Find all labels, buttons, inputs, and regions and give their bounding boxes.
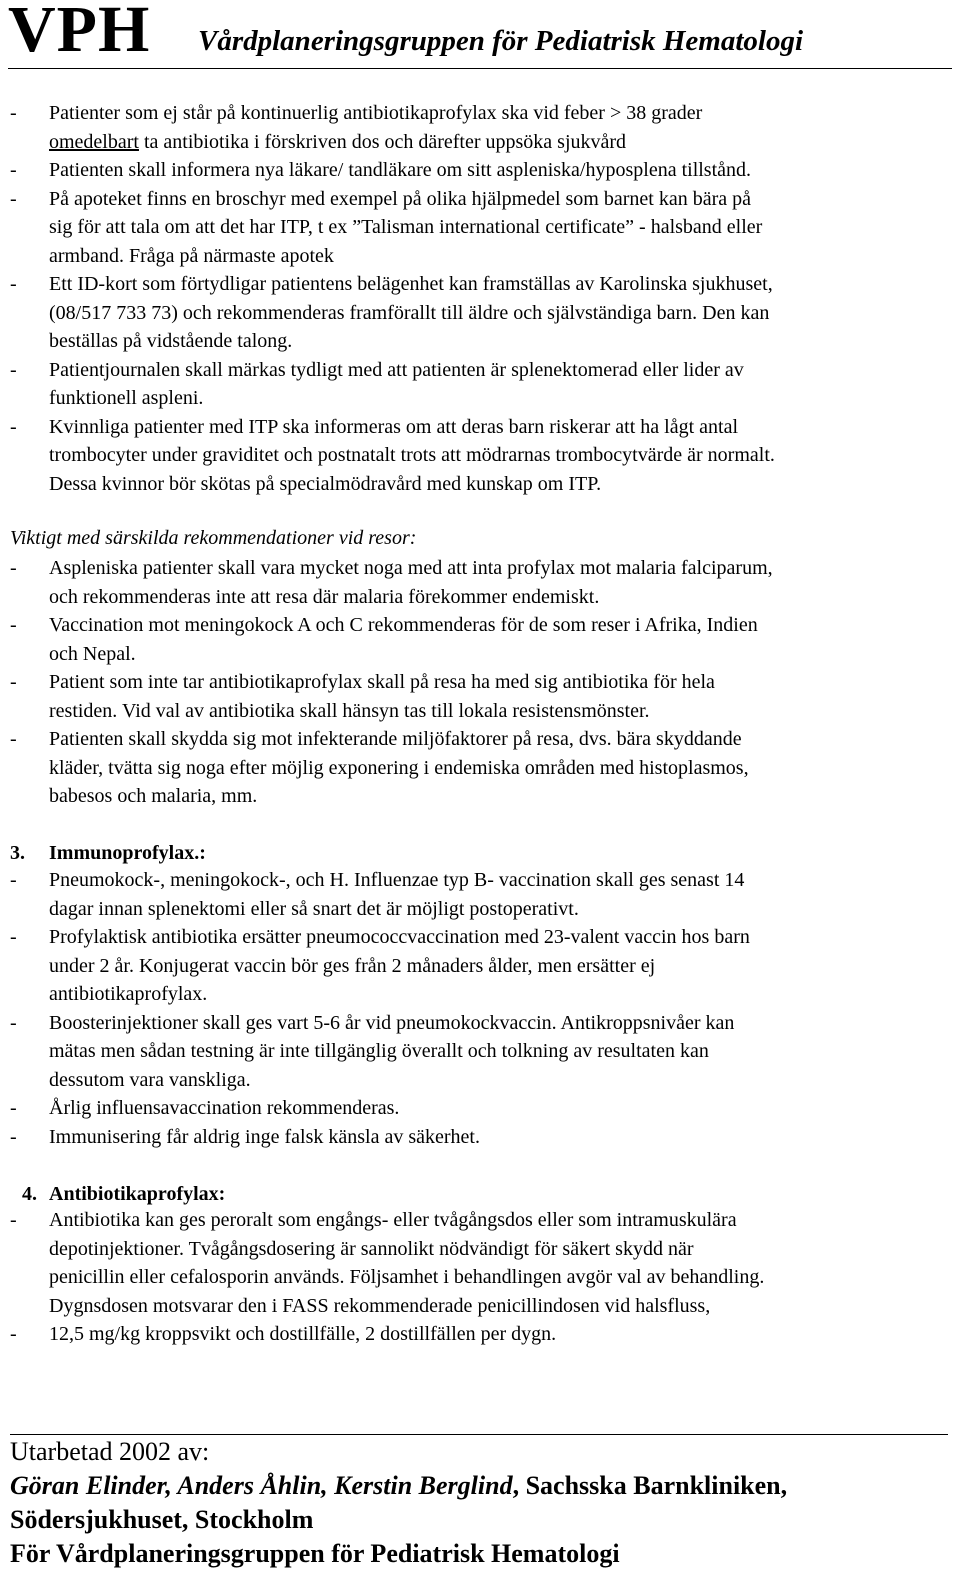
- list-item-line: Patientjournalen skall märkas tydligt med att patienten är splenektomerad eller lider av: [49, 358, 744, 381]
- bullet-dash: -: [10, 1125, 17, 1148]
- list-item-line: depotinjektioner. Tvågångsdosering är sannolikt nödvändigt för säkert skydd när: [49, 1237, 694, 1260]
- bullet-dash: -: [10, 1323, 17, 1345]
- list-item-line: (08/517 733 73) och rekommenderas framförallt till äldre och självständiga barn. Den kan: [49, 301, 770, 324]
- list-item-line: babesos och malaria, mm.: [49, 785, 258, 807]
- list-item-line: sig för att tala om att det har ITP, t ex ”Talisman international certificate” - halsband eller: [49, 216, 763, 238]
- list-item-line: dagar innan splenektomi eller så snart det är möjligt postoperativt.: [49, 897, 579, 920]
- list-item-line: Dessa kvinnor bör skötas på specialmödravård med kunskap om ITP.: [49, 472, 602, 495]
- list-item-line: funktionell aspleni.: [49, 387, 204, 409]
- bullet-dash: -: [10, 614, 17, 636]
- section-3-heading: [10, 839, 206, 867]
- bullet-dash: -: [10, 869, 17, 891]
- bullet-dash: -: [10, 159, 17, 181]
- footer-clinic: , Sachsska Barnkliniken,: [512, 1471, 788, 1500]
- list-item-line: Antibiotika kan ges peroralt som engångs- eller tvågångsdos eller som intramuskulära: [49, 1209, 737, 1231]
- list-item-line: antibiotikaprofylax.: [49, 983, 208, 1005]
- list-item-line: armband. Fråga på närmaste apotek: [49, 244, 334, 267]
- section-3-number: 3.: [10, 842, 25, 864]
- vph-logo: VPH: [8, 0, 151, 66]
- list-item-line: penicillin eller cefalosporin används. Följsamhet i behandlingen avgör val av behandling.: [49, 1266, 765, 1288]
- bullet-dash: -: [10, 102, 17, 124]
- section-3-title: Immunoprofylax.:: [49, 842, 206, 864]
- bullet-dash: -: [10, 557, 17, 579]
- footer-prepared: Utarbetad 2002 av:: [10, 1437, 210, 1466]
- list-item-line: mätas men sådan testning är inte tillgänglig överallt och tolkning av resultaten kan: [49, 1040, 709, 1062]
- list-item-line: dessutom vara vanskliga.: [49, 1068, 251, 1091]
- list-item-line: 12,5 mg/kg kroppsvikt och dostillfälle, 2 dostillfällen per dygn.: [49, 1323, 557, 1345]
- bullet-dash: -: [10, 358, 17, 381]
- header-divider: [8, 68, 952, 69]
- bullet-dash: -: [10, 1097, 17, 1119]
- bullet-dash: -: [10, 1209, 17, 1231]
- section-4-title: Antibiotikaprofylax:: [49, 1183, 226, 1205]
- list-item-line: beställas på vidstående talong.: [49, 330, 293, 352]
- bullet-dash: -: [10, 728, 17, 750]
- bullet-dash: -: [10, 187, 17, 210]
- bullet-dash: -: [10, 671, 17, 693]
- list-item-line: Patienten skall informera nya läkare/ tandläkare om sitt aspleniska/hyposplena tillstånd.: [49, 159, 752, 181]
- list-item-line: Patienter som ej står på kontinuerlig antibiotikaprofylax ska vid feber > 38 grader: [49, 102, 703, 124]
- list-item-line: Pneumokock-, meningokock-, och H. Influenzae typ B- vaccination skall ges senast 14: [49, 869, 745, 891]
- list-item-line: kläder, tvätta sig noga efter möjlig exponering i endemiska områden med histoplasmos,: [49, 756, 749, 779]
- list-item-line: Dygnsdosen motsvarar den i FASS rekommenderade penicillindosen vid halsfluss,: [49, 1294, 711, 1317]
- list-item-line: Aspleniska patienter skall vara mycket noga med att inta profylax mot malaria falciparum,: [49, 557, 773, 579]
- list-item-line: och rekommenderas inte att resa där malaria förekommer endemiskt.: [49, 585, 600, 608]
- bullet-dash: -: [10, 926, 17, 948]
- list-item-line: Boosterinjektioner skall ges vart 5-6 år vid pneumokockvaccin. Antikroppsnivåer kan: [49, 1011, 735, 1034]
- list-item-line: Patient som inte tar antibiotikaprofylax skall på resa ha med sig antibiotika för hela: [49, 671, 715, 693]
- page-header: [0, 0, 960, 70]
- header-subtitle: Vårdplaneringsgruppen för Pediatrisk Hematologi: [198, 25, 804, 57]
- section-4-number: 4.: [22, 1183, 37, 1205]
- list-item-line: omedelbart ta antibiotika i förskriven dos och därefter uppsöka sjukvård: [49, 130, 627, 153]
- footer-divider: [10, 1434, 948, 1435]
- bullet-dash: -: [10, 415, 17, 438]
- footer-hospital: Södersjukhuset, Stockholm: [10, 1505, 314, 1534]
- list-item-line: Årlig influensavaccination rekommenderas.: [49, 1097, 400, 1119]
- list-item-line: På apoteket finns en broschyr med exempel på olika hjälpmedel som barnet kan bära på: [49, 187, 751, 210]
- list-item-line: Vaccination mot meningokock A och C rekommenderas för de som reser i Afrika, Indien: [49, 614, 758, 636]
- list-item-line: trombocyter under graviditet och postnatalt trots att mödrarnas trombocytvärde är normalt.: [49, 444, 775, 466]
- list-item-line: Patienten skall skydda sig mot infekterande miljöfaktorer på resa, dvs. bära skyddande: [49, 728, 742, 750]
- list-item-line: Immunisering får aldrig inge falsk känsla av säkerhet.: [49, 1125, 480, 1148]
- bullet-dash: -: [10, 273, 17, 295]
- list-item-line: Profylaktisk antibiotika ersätter pneumococcvaccination med 23-valent vaccin hos barn: [49, 926, 750, 948]
- bullet-dash: -: [10, 1011, 17, 1034]
- list-item-line: och Nepal.: [49, 642, 136, 665]
- footer-authors-line: [10, 1470, 787, 1502]
- list-item-line: under 2 år. Konjugerat vaccin bör ges från 2 månaders ålder, men ersätter ej: [49, 954, 656, 977]
- list-item-line: Ett ID-kort som förtydligar patientens belägenhet kan framställas av Karolinska sjukhuset,: [49, 273, 773, 295]
- list-item-line: restiden. Vid val av antibiotika skall hänsyn tas till lokala resistensmönster.: [49, 699, 650, 722]
- footer-authors: Göran Elinder, Anders Åhlin, Kerstin Berglind: [10, 1471, 513, 1500]
- footer-group: För Vårdplaneringsgruppen för Pediatrisk Hematologi: [10, 1539, 620, 1568]
- travel-heading: Viktigt med särskilda rekommendationer vid resor:: [10, 527, 417, 549]
- list-item-line: Kvinnliga patienter med ITP ska informeras om att deras barn riskerar att ha lågt antal: [49, 415, 739, 438]
